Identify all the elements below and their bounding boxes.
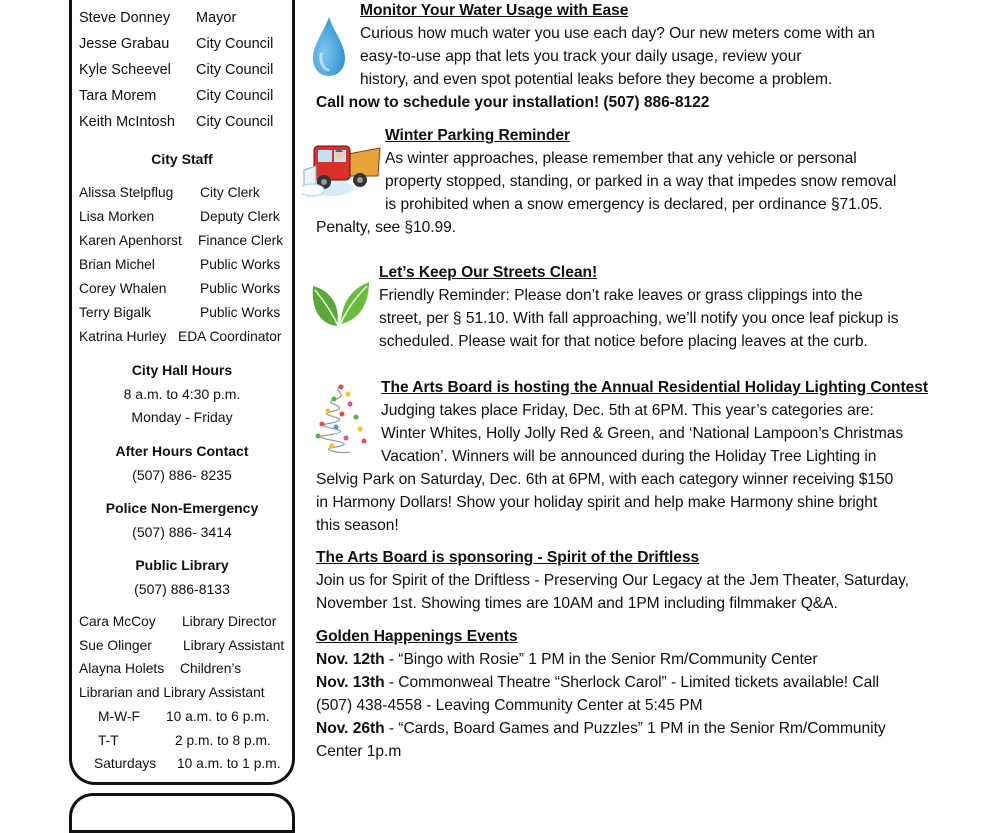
after-hours-phone: (507) 886- 8235 bbox=[132, 467, 232, 483]
event-text: - “Cards, Board Games and Puzzles” 1 PM in the Senior Rm/Community bbox=[384, 720, 886, 737]
library-heading: Public Library bbox=[135, 557, 229, 573]
after-hours-heading: After Hours Contact bbox=[115, 443, 249, 459]
lighting-line: Judging takes place Friday, Dec. 5th at 6PM. This year’s categories are: bbox=[381, 402, 874, 419]
driftless-line: November 1st. Showing times are 10AM and 1PM including filmmaker Q&A. bbox=[316, 595, 838, 612]
event-row bbox=[316, 719, 886, 738]
staff-name: Karen Apenhorst bbox=[79, 233, 182, 248]
sidebar-next-box bbox=[69, 793, 295, 833]
water-cta: Call now to schedule your installation! (507) 886-8122 bbox=[316, 94, 710, 111]
library-staff-continued: Librarian and Library Assistant bbox=[79, 685, 265, 700]
water-line: history, and even spot potential leaks before they become a problem. bbox=[360, 71, 833, 88]
event-row bbox=[316, 673, 879, 692]
driftless-line: Join us for Spirit of the Driftless - Preserving Our Legacy at the Jem Theater, Saturday, bbox=[316, 572, 910, 589]
event-date: Nov. 26th bbox=[316, 720, 385, 737]
green-leaves-icon bbox=[311, 280, 369, 330]
parking-line: is prohibited when a snow emergency is declared, per ordinance §71.05. bbox=[385, 196, 883, 213]
library-hours-days: T-T bbox=[98, 733, 119, 748]
staff-role: Public Works bbox=[200, 305, 281, 320]
official-role: City Council bbox=[196, 88, 274, 104]
library-staff-role: Library Assistant bbox=[183, 638, 285, 653]
staff-name: Corey Whalen bbox=[79, 281, 167, 296]
driftless-title: The Arts Board is sponsoring - Spirit of the Driftless bbox=[316, 549, 700, 566]
library-hours-days: Saturdays bbox=[94, 756, 157, 771]
library-hours-time: 2 p.m. to 8 p.m. bbox=[175, 733, 271, 748]
parking-line: As winter approaches, please remember that any vehicle or personal bbox=[385, 150, 857, 167]
library-phone: (507) 886-8133 bbox=[134, 581, 230, 597]
water-line: Curious how much water you use each day? Our new meters come with an bbox=[360, 25, 875, 42]
library-hours-time: 10 a.m. to 1 p.m. bbox=[177, 756, 281, 771]
staff-name: Brian Michel bbox=[79, 257, 155, 272]
official-name: Tara Morem bbox=[79, 88, 157, 104]
streets-line: Friendly Reminder: Please don’t rake leaves or grass clippings into the bbox=[379, 287, 863, 304]
staff-name: Katrina Hurley bbox=[79, 329, 167, 344]
snowplow-truck-icon bbox=[302, 136, 382, 198]
official-role: Mayor bbox=[196, 10, 237, 26]
lighting-line: Vacation’. Winners will be announced during the Holiday Tree Lighting in bbox=[381, 448, 877, 465]
event-row bbox=[316, 696, 703, 715]
staff-role: Public Works bbox=[200, 281, 281, 296]
golden-title: Golden Happenings Events bbox=[316, 628, 518, 645]
water-line: easy-to-use app that lets you track your daily usage, review your bbox=[360, 48, 802, 65]
city-hall-heading: City Hall Hours bbox=[131, 362, 233, 378]
library-staff-name: Cara McCoy bbox=[79, 614, 156, 629]
event-text: - “Bingo with Rosie” 1 PM in the Senior Rm/Community Center bbox=[384, 651, 818, 668]
official-name: Keith McIntosh bbox=[79, 114, 175, 130]
library-hours-time: 10 a.m. to 6 p.m. bbox=[166, 709, 270, 724]
staff-role: Public Works bbox=[200, 257, 281, 272]
library-hours-days: M-W-F bbox=[98, 709, 140, 724]
lighting-line: Winter Whites, Holly Jolly Red & Green, and ‘National Lampoon’s Christmas bbox=[381, 425, 904, 442]
city-hall-days: Monday - Friday bbox=[131, 409, 233, 425]
library-staff-role: Children’s bbox=[180, 661, 242, 676]
official-name: Steve Donney bbox=[79, 10, 171, 26]
lighting-line: in Harmony Dollars! Show your holiday spirit and help make Harmony shine bright bbox=[316, 494, 878, 511]
parking-line: property stopped, standing, or parked in a way that impedes snow removal bbox=[385, 173, 897, 190]
water-title: Monitor Your Water Usage with Ease bbox=[360, 2, 629, 19]
staff-role: Finance Clerk bbox=[198, 233, 284, 248]
staff-role: City Clerk bbox=[200, 185, 260, 200]
city-staff-heading: City Staff bbox=[151, 151, 213, 167]
event-text: - Commonweal Theatre “Sherlock Carol” - Limited tickets available! Call bbox=[384, 674, 880, 691]
library-staff-role: Library Director bbox=[182, 614, 277, 629]
streets-line: street, per § 51.10. With fall approaching, we’ll notify you once leaf pickup is bbox=[379, 310, 899, 327]
official-role: City Council bbox=[196, 114, 274, 130]
library-staff-name: Sue Olinger bbox=[79, 638, 152, 653]
official-role: City Council bbox=[196, 36, 274, 52]
lighting-line: this season! bbox=[316, 517, 399, 534]
event-text: Center 1p.m bbox=[316, 743, 402, 760]
staff-name: Alissa Stelpflug bbox=[79, 185, 174, 200]
staff-name: Terry Bigalk bbox=[79, 305, 152, 320]
event-row bbox=[316, 742, 401, 761]
staff-name: Lisa Morken bbox=[79, 209, 155, 224]
city-hall-hours: 8 a.m. to 4:30 p.m. bbox=[123, 386, 241, 402]
staff-role: EDA Coordinator bbox=[178, 329, 282, 344]
library-staff-name: Alayna Holets bbox=[79, 661, 165, 676]
event-date: Nov. 12th bbox=[316, 651, 385, 668]
event-text: (507) 438-4558 - Leaving Community Center at 5:45 PM bbox=[316, 697, 703, 714]
police-phone: (507) 886- 3414 bbox=[132, 524, 232, 540]
event-date: Nov. 13th bbox=[316, 674, 385, 691]
streets-line: scheduled. Please wait for that notice before placing leaves at the curb. bbox=[379, 333, 868, 350]
water-drop-icon bbox=[311, 16, 347, 78]
lighting-title: The Arts Board is hosting the Annual Residential Holiday Lighting Contest bbox=[381, 379, 929, 396]
event-row bbox=[316, 650, 818, 669]
parking-title: Winter Parking Reminder bbox=[385, 127, 571, 144]
police-heading: Police Non-Emergency bbox=[105, 500, 259, 516]
official-name: Kyle Scheevel bbox=[79, 62, 171, 78]
official-name: Jesse Grabau bbox=[79, 36, 170, 52]
official-role: City Council bbox=[196, 62, 274, 78]
streets-title: Let’s Keep Our Streets Clean! bbox=[379, 264, 598, 281]
lighting-line: Selvig Park on Saturday, Dec. 6th at 6PM, with each category winner receiving $150 bbox=[316, 471, 894, 488]
light-string-tree-icon bbox=[310, 382, 372, 456]
parking-line: Penalty, see §10.99. bbox=[316, 219, 457, 236]
staff-role: Deputy Clerk bbox=[200, 209, 280, 224]
